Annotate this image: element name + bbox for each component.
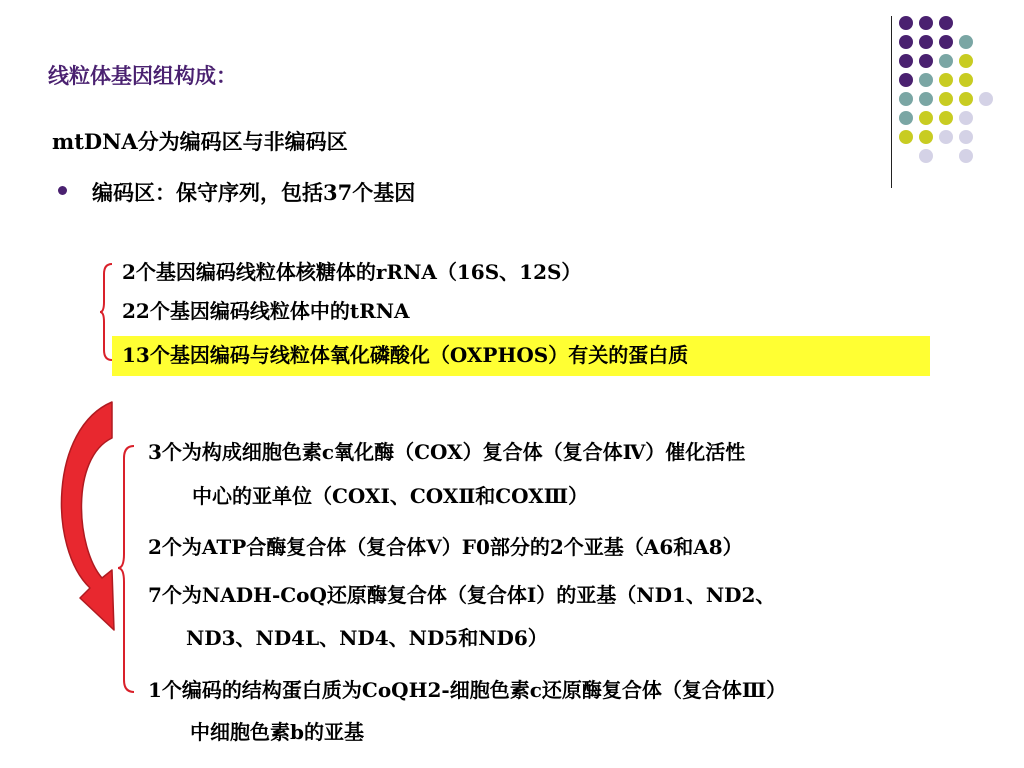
decorative-dot [899,54,913,68]
decorative-dot [919,149,933,163]
decorative-dot [959,35,973,49]
decorative-dot [959,111,973,125]
gene-line-trna: 22个基因编码线粒体中的tRNA [122,299,410,323]
decorative-dot [919,130,933,144]
decorative-dot [939,111,953,125]
slide-heading: mtDNA分为编码区与非编码区 [52,129,348,154]
brace-icon [118,444,138,694]
protein-item-cox-line1: 3个为构成细胞色素c氧化酶（COX）复合体（复合体Ⅳ）催化活性 [148,440,746,464]
protein-item-cox-line2: 中心的亚单位（COXⅠ、COXⅡ和COXⅢ） [192,484,589,508]
decorative-dot-grid [880,14,1010,184]
decorative-dot [939,16,953,30]
bullet-icon [58,186,67,195]
decorative-dot [919,111,933,125]
decorative-dot [959,92,973,106]
decorative-dot [899,130,913,144]
decorative-dot [959,130,973,144]
slide-title: 线粒体基因组构成： [48,63,237,88]
gene-line-rrna: 2个基因编码线粒体核糖体的rRNA（16S、12S） [122,260,582,284]
protein-item-nadh-line1: 7个为NADH-CoQ还原酶复合体（复合体Ⅰ）的亚基（ND1、ND2、 [148,583,776,607]
decorative-dot [919,73,933,87]
bullet-text: 编码区：保守序列，包括37个基因 [92,180,416,205]
decorative-dot [939,73,953,87]
protein-item-coqh2-line2: 中细胞色素b的亚基 [190,720,364,744]
decorative-dot [899,16,913,30]
decorative-dot [959,73,973,87]
decorative-dot [919,54,933,68]
gene-line-protein: 13个基因编码与线粒体氧化磷酸化（OXPHOS）有关的蛋白质 [122,343,689,367]
decorative-dot [939,130,953,144]
highlighted-gene-line [112,336,930,376]
decorative-dot [979,92,993,106]
decorative-dot [939,92,953,106]
decorative-dot [959,54,973,68]
decorative-dot [919,92,933,106]
decorative-dot [899,35,913,49]
decorative-dot [919,35,933,49]
curved-arrow-icon [40,398,120,668]
decorative-dot [899,73,913,87]
protein-item-atp: 2个为ATP合酶复合体（复合体Ⅴ）F0部分的2个亚基（A6和A8） [148,535,743,559]
decorative-dot [959,149,973,163]
decorative-dot [939,35,953,49]
decorative-dot [939,54,953,68]
protein-item-coqh2-line1: 1个编码的结构蛋白质为CoQH2-细胞色素c还原酶复合体（复合体Ⅲ） [148,678,787,702]
protein-item-nadh-line2: ND3、ND4L、ND4、ND5和ND6） [186,626,548,650]
decorative-dot [919,16,933,30]
decorative-dot [899,92,913,106]
decorative-dot [899,111,913,125]
